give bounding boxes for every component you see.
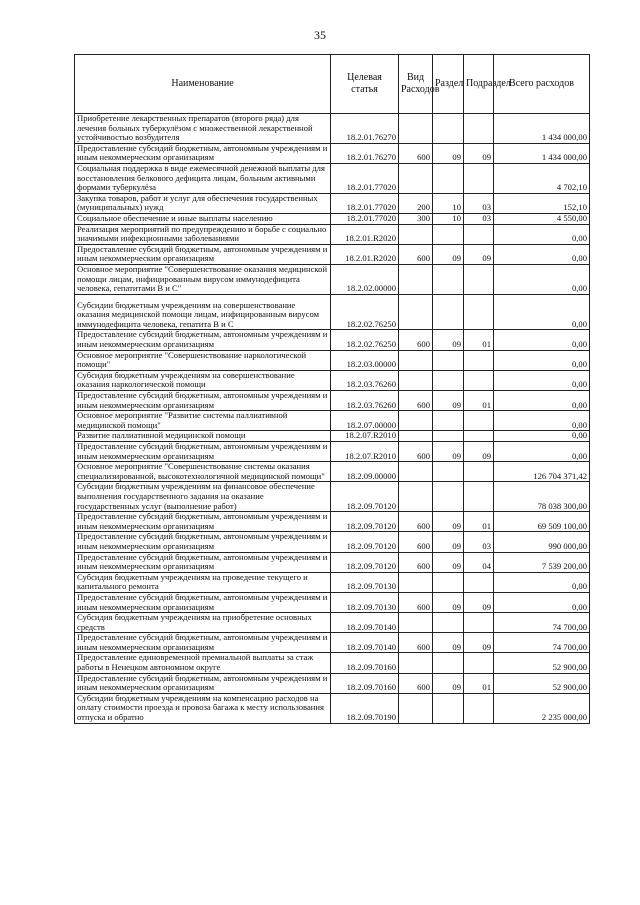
row-section-cell bbox=[433, 294, 464, 330]
row-code-cell: 18.2.01.R2020 bbox=[331, 244, 399, 264]
header-name: Наименование bbox=[75, 55, 331, 114]
row-subsection-cell bbox=[464, 264, 494, 294]
row-section-cell: 09 bbox=[433, 633, 464, 653]
row-section-cell: 10 bbox=[433, 213, 464, 224]
table-row bbox=[75, 264, 590, 294]
row-section-cell: 09 bbox=[433, 552, 464, 572]
row-name-cell: Предоставление субсидий бюджетным, автономным учреждениям и иным некоммерческим организациям bbox=[75, 673, 331, 693]
row-kind-cell: 600 bbox=[399, 143, 433, 163]
row-kind-cell: 600 bbox=[399, 673, 433, 693]
row-subsection-cell: 01 bbox=[464, 391, 494, 411]
row-subsection-cell bbox=[464, 653, 494, 673]
row-section-cell: 09 bbox=[433, 391, 464, 411]
table-row bbox=[75, 673, 590, 693]
row-code-cell: 18.2.01.77020 bbox=[331, 213, 399, 224]
table-row bbox=[75, 114, 590, 144]
row-total-cell: 52 900,00 bbox=[494, 653, 590, 673]
row-total-cell: 0,00 bbox=[494, 431, 590, 442]
table-row bbox=[75, 431, 590, 442]
budget-table bbox=[74, 54, 590, 724]
row-kind-cell: 600 bbox=[399, 552, 433, 572]
row-section-cell bbox=[433, 462, 464, 482]
row-subsection-cell bbox=[464, 693, 494, 723]
row-total-cell: 0,00 bbox=[494, 572, 590, 592]
table-row bbox=[75, 572, 590, 592]
row-kind-cell: 600 bbox=[399, 592, 433, 612]
row-subsection-cell: 03 bbox=[464, 193, 494, 213]
table-row bbox=[75, 512, 590, 532]
table-row bbox=[75, 532, 590, 552]
row-total-cell: 152,10 bbox=[494, 193, 590, 213]
row-code-cell: 18.2.09.00000 bbox=[331, 462, 399, 482]
row-section-cell: 10 bbox=[433, 193, 464, 213]
header-code: Целевая статья bbox=[331, 55, 399, 114]
row-total-cell: 0,00 bbox=[494, 592, 590, 612]
row-kind-cell bbox=[399, 370, 433, 390]
row-name-cell: Предоставление субсидий бюджетным, автономным учреждениям и иным некоммерческим организациям bbox=[75, 552, 331, 572]
row-code-cell: 18.2.09.70160 bbox=[331, 653, 399, 673]
row-section-cell bbox=[433, 114, 464, 144]
row-name-cell: Субсидии бюджетным учреждениям на совершенствование оказания медицинской помощи лицам, инфицированным вирусом иммунодефицита человека, гепатита В и С bbox=[75, 294, 331, 330]
row-code-cell: 18.2.03.76260 bbox=[331, 391, 399, 411]
table-row bbox=[75, 633, 590, 653]
row-subsection-cell bbox=[464, 294, 494, 330]
header-kind: Вид Расходов bbox=[399, 55, 433, 114]
row-code-cell: 18.2.09.70120 bbox=[331, 552, 399, 572]
row-section-cell bbox=[433, 370, 464, 390]
row-section-cell bbox=[433, 482, 464, 512]
row-name-cell: Предоставление субсидий бюджетным, автономным учреждениям и иным некоммерческим организациям bbox=[75, 592, 331, 612]
row-code-cell: 18.2.09.70160 bbox=[331, 673, 399, 693]
row-code-cell: 18.2.01.76270 bbox=[331, 143, 399, 163]
table-row bbox=[75, 653, 590, 673]
row-kind-cell: 200 bbox=[399, 193, 433, 213]
row-total-cell: 0,00 bbox=[494, 442, 590, 462]
row-subsection-cell: 09 bbox=[464, 592, 494, 612]
row-total-cell: 2 235 000,00 bbox=[494, 693, 590, 723]
row-subsection-cell: 03 bbox=[464, 213, 494, 224]
table-row bbox=[75, 244, 590, 264]
row-total-cell: 52 900,00 bbox=[494, 673, 590, 693]
row-section-cell bbox=[433, 411, 464, 431]
row-subsection-cell: 09 bbox=[464, 633, 494, 653]
row-subsection-cell: 09 bbox=[464, 244, 494, 264]
row-code-cell: 18.2.09.70190 bbox=[331, 693, 399, 723]
row-subsection-cell bbox=[464, 350, 494, 370]
row-code-cell: 18.2.03.00000 bbox=[331, 350, 399, 370]
row-code-cell: 18.2.09.70120 bbox=[331, 512, 399, 532]
row-name-cell: Предоставление субсидий бюджетным, автономным учреждениям и иным некоммерческим организациям bbox=[75, 633, 331, 653]
row-kind-cell bbox=[399, 163, 433, 193]
table-row bbox=[75, 442, 590, 462]
row-code-cell: 18.2.07.R2010 bbox=[331, 442, 399, 462]
row-subsection-cell bbox=[464, 431, 494, 442]
row-total-cell: 74 700,00 bbox=[494, 613, 590, 633]
row-section-cell: 09 bbox=[433, 532, 464, 552]
row-kind-cell: 600 bbox=[399, 391, 433, 411]
row-total-cell: 1 434 000,00 bbox=[494, 114, 590, 144]
row-name-cell: Закупка товаров, работ и услуг для обеспечения государственных (муниципальных) нужд bbox=[75, 193, 331, 213]
row-kind-cell bbox=[399, 693, 433, 723]
row-total-cell: 0,00 bbox=[494, 244, 590, 264]
page-number: 35 bbox=[314, 28, 326, 42]
row-kind-cell: 600 bbox=[399, 633, 433, 653]
row-name-cell: Предоставление субсидий бюджетным, автономным учреждениям и иным некоммерческим организациям bbox=[75, 244, 331, 264]
row-kind-cell bbox=[399, 482, 433, 512]
row-name-cell: Предоставление субсидий бюджетным, автономным учреждениям и иным некоммерческим организациям bbox=[75, 512, 331, 532]
row-code-cell: 18.2.09.70140 bbox=[331, 613, 399, 633]
row-section-cell bbox=[433, 572, 464, 592]
row-code-cell: 18.2.09.70120 bbox=[331, 482, 399, 512]
row-kind-cell: 600 bbox=[399, 330, 433, 350]
row-name-cell: Предоставление субсидий бюджетным, автономным учреждениям и иным некоммерческим организациям bbox=[75, 330, 331, 350]
row-subsection-cell bbox=[464, 224, 494, 244]
header-section: Раздел bbox=[433, 55, 464, 114]
row-kind-cell: 600 bbox=[399, 442, 433, 462]
row-kind-cell bbox=[399, 572, 433, 592]
row-name-cell: Социальная поддержка в виде ежемесячной денежной выплаты для восстановления белкового дефицита лицам, больным активными формами туберкулёза bbox=[75, 163, 331, 193]
row-kind-cell: 600 bbox=[399, 512, 433, 532]
row-name-cell: Предоставление субсидий бюджетным, автономным учреждениям и иным некоммерческим организациям bbox=[75, 143, 331, 163]
row-name-cell: Субсидия бюджетным учреждениям на совершенствование оказания наркологической помощи bbox=[75, 370, 331, 390]
row-kind-cell bbox=[399, 114, 433, 144]
row-code-cell: 18.2.09.70130 bbox=[331, 592, 399, 612]
row-kind-cell bbox=[399, 264, 433, 294]
table-row bbox=[75, 552, 590, 572]
row-subsection-cell: 09 bbox=[464, 442, 494, 462]
row-subsection-cell: 01 bbox=[464, 673, 494, 693]
row-subsection-cell bbox=[464, 482, 494, 512]
row-name-cell: Реализация мероприятий по предупреждению и борьбе с социально значимыми инфекционными заболеваниями bbox=[75, 224, 331, 244]
row-subsection-cell bbox=[464, 613, 494, 633]
row-section-cell: 09 bbox=[433, 512, 464, 532]
row-kind-cell: 300 bbox=[399, 213, 433, 224]
table-row bbox=[75, 462, 590, 482]
table-row bbox=[75, 224, 590, 244]
row-code-cell: 18.2.01.R2020 bbox=[331, 224, 399, 244]
row-kind-cell bbox=[399, 350, 433, 370]
row-total-cell: 0,00 bbox=[494, 391, 590, 411]
row-subsection-cell: 01 bbox=[464, 330, 494, 350]
row-kind-cell bbox=[399, 294, 433, 330]
row-total-cell: 4 550,00 bbox=[494, 213, 590, 224]
header-subsection: Подраздел bbox=[464, 55, 494, 114]
row-kind-cell bbox=[399, 411, 433, 431]
row-name-cell: Предоставление субсидий бюджетным, автономным учреждениям и иным некоммерческим организациям bbox=[75, 532, 331, 552]
row-total-cell: 0,00 bbox=[494, 350, 590, 370]
table-header-row bbox=[75, 55, 590, 114]
row-section-cell bbox=[433, 613, 464, 633]
row-name-cell: Основное мероприятие "Совершенствование системы оказания специализированной, высокотехнологичной медицинской помощи" bbox=[75, 462, 331, 482]
row-total-cell: 1 434 000,00 bbox=[494, 143, 590, 163]
row-name-cell: Предоставление субсидий бюджетным, автономным учреждениям и иным некоммерческим организациям bbox=[75, 442, 331, 462]
row-code-cell: 18.2.02.00000 bbox=[331, 264, 399, 294]
table-row bbox=[75, 370, 590, 390]
row-name-cell: Предоставление субсидий бюджетным, автономным учреждениям и иным некоммерческим организациям bbox=[75, 391, 331, 411]
row-name-cell: Основное мероприятие "Совершенствование наркологической помощи" bbox=[75, 350, 331, 370]
row-kind-cell: 600 bbox=[399, 532, 433, 552]
row-code-cell: 18.2.01.77020 bbox=[331, 193, 399, 213]
table-row bbox=[75, 213, 590, 224]
row-name-cell: Основное мероприятие "Совершенствование оказания медицинской помощи лицам, инфицированным вирусом иммунодефицита человека, гепатитами В и С" bbox=[75, 264, 331, 294]
row-subsection-cell: 04 bbox=[464, 552, 494, 572]
row-total-cell: 0,00 bbox=[494, 370, 590, 390]
row-section-cell bbox=[433, 653, 464, 673]
row-name-cell: Социальное обеспечение и иные выплаты населению bbox=[75, 213, 331, 224]
row-kind-cell bbox=[399, 653, 433, 673]
row-total-cell: 69 509 100,00 bbox=[494, 512, 590, 532]
table-row bbox=[75, 330, 590, 350]
row-name-cell: Субсидии бюджетным учреждениям на финансовое обеспечение выполнения государственного задания на оказание государственных услуг (выполнение работ) bbox=[75, 482, 331, 512]
row-section-cell bbox=[433, 431, 464, 442]
row-subsection-cell bbox=[464, 370, 494, 390]
row-name-cell: Основное мероприятие "Развитие системы паллиативной медицинской помощи" bbox=[75, 411, 331, 431]
row-kind-cell bbox=[399, 224, 433, 244]
row-code-cell: 18.2.07.00000 bbox=[331, 411, 399, 431]
row-code-cell: 18.2.01.77020 bbox=[331, 163, 399, 193]
table-row bbox=[75, 163, 590, 193]
row-section-cell bbox=[433, 163, 464, 193]
table-row bbox=[75, 613, 590, 633]
row-subsection-cell bbox=[464, 572, 494, 592]
row-subsection-cell: 01 bbox=[464, 512, 494, 532]
row-name-cell: Развитие паллиативной медицинской помощи bbox=[75, 431, 331, 442]
row-code-cell: 18.2.09.70140 bbox=[331, 633, 399, 653]
table-row bbox=[75, 143, 590, 163]
row-name-cell: Предоставление единовременной премиальной выплаты за стаж работы в Ненецком автономном округе bbox=[75, 653, 331, 673]
row-section-cell: 09 bbox=[433, 592, 464, 612]
row-kind-cell: 600 bbox=[399, 244, 433, 264]
row-total-cell: 4 702,10 bbox=[494, 163, 590, 193]
row-section-cell: 09 bbox=[433, 244, 464, 264]
table-row bbox=[75, 592, 590, 612]
row-subsection-cell: 09 bbox=[464, 143, 494, 163]
row-total-cell: 0,00 bbox=[494, 411, 590, 431]
table-row bbox=[75, 350, 590, 370]
row-total-cell: 0,00 bbox=[494, 264, 590, 294]
row-subsection-cell bbox=[464, 114, 494, 144]
row-code-cell: 18.2.01.76270 bbox=[331, 114, 399, 144]
row-section-cell bbox=[433, 264, 464, 294]
table-row bbox=[75, 411, 590, 431]
row-code-cell: 18.2.03.76260 bbox=[331, 370, 399, 390]
row-name-cell: Приобретение лекарственных препаратов (второго ряда) для лечения больных туберкулёзом с множественной лекарственной устойчивостью возбудителя bbox=[75, 114, 331, 144]
row-total-cell: 0,00 bbox=[494, 294, 590, 330]
row-code-cell: 18.2.09.70120 bbox=[331, 532, 399, 552]
row-code-cell: 18.2.02.76250 bbox=[331, 330, 399, 350]
table-row bbox=[75, 391, 590, 411]
row-kind-cell bbox=[399, 613, 433, 633]
row-subsection-cell bbox=[464, 163, 494, 193]
row-subsection-cell: 03 bbox=[464, 532, 494, 552]
row-section-cell bbox=[433, 693, 464, 723]
row-total-cell: 78 038 300,00 bbox=[494, 482, 590, 512]
row-name-cell: Субсидия бюджетным учреждениям на приобретение основных средств bbox=[75, 613, 331, 633]
header-total: Всего расходов bbox=[494, 55, 590, 114]
row-section-cell: 09 bbox=[433, 143, 464, 163]
row-section-cell: 09 bbox=[433, 442, 464, 462]
row-total-cell: 990 000,00 bbox=[494, 532, 590, 552]
table-row bbox=[75, 693, 590, 723]
row-subsection-cell bbox=[464, 411, 494, 431]
table-row bbox=[75, 482, 590, 512]
row-name-cell: Субсидия бюджетным учреждениям на проведение текущего и капитального ремонта bbox=[75, 572, 331, 592]
row-subsection-cell bbox=[464, 462, 494, 482]
row-total-cell: 126 704 371,42 bbox=[494, 462, 590, 482]
row-section-cell: 09 bbox=[433, 673, 464, 693]
row-section-cell bbox=[433, 224, 464, 244]
row-total-cell: 0,00 bbox=[494, 330, 590, 350]
row-total-cell: 74 700,00 bbox=[494, 633, 590, 653]
row-total-cell: 7 539 200,00 bbox=[494, 552, 590, 572]
row-code-cell: 18.2.07.R2010 bbox=[331, 431, 399, 442]
table-row bbox=[75, 294, 590, 330]
row-kind-cell bbox=[399, 431, 433, 442]
row-code-cell: 18.2.02.76250 bbox=[331, 294, 399, 330]
row-section-cell bbox=[433, 350, 464, 370]
row-kind-cell bbox=[399, 462, 433, 482]
table-row bbox=[75, 193, 590, 213]
row-total-cell: 0,00 bbox=[494, 224, 590, 244]
row-code-cell: 18.2.09.70130 bbox=[331, 572, 399, 592]
row-section-cell: 09 bbox=[433, 330, 464, 350]
row-name-cell: Субсидии бюджетным учреждениям на компенсацию расходов на оплату стоимости проезда и провоза багажа к месту использования отпуска и обратно bbox=[75, 693, 331, 723]
